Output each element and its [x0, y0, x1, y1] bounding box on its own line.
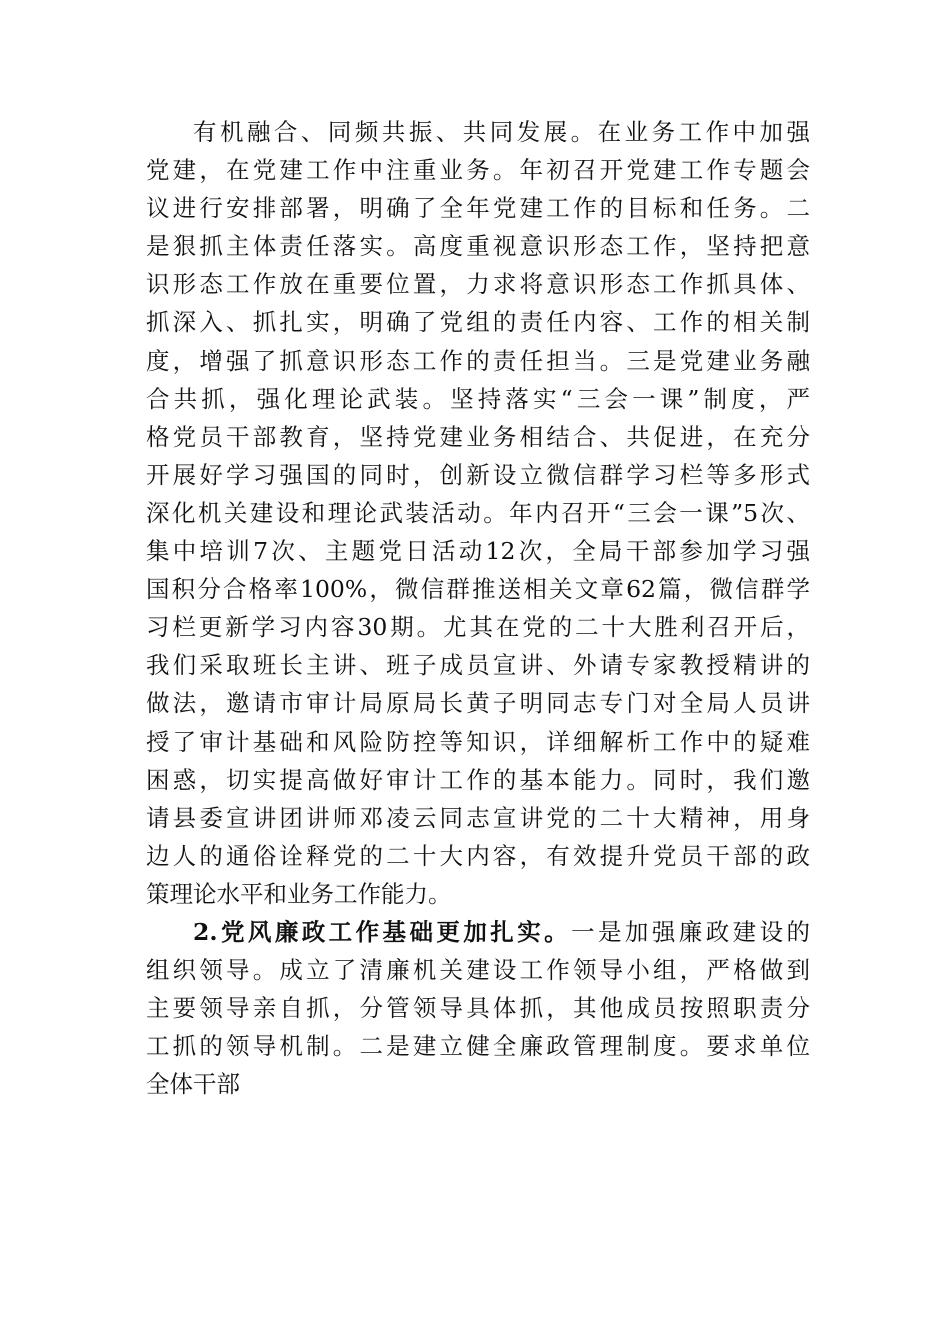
- text-line: 组织领导。成立了清廉机关建设工作领导小组，严格做到: [146, 956, 810, 985]
- text-line: 度，增强了抓意识形态工作的责任担当。三是党建业务融: [146, 346, 810, 375]
- text-line: 开展好学习强国的同时，创新设立微信群学习栏等多形式: [146, 460, 810, 489]
- text-line: 是狠抓主体责任落实。高度重视意识形态工作，坚持把意: [146, 232, 810, 261]
- text-line: 合共抓，强化理论武装。坚持落实“三会一课”制度，严: [146, 384, 810, 413]
- text-line: 有机融合、同频共振、共同发展。在业务工作中加强: [193, 118, 810, 146]
- text-line: 抓深入、抓扎实，明确了党组的责任内容、工作的相关制: [146, 308, 810, 337]
- text-line: 工抓的领导机制。二是建立健全廉政管理制度。要求单位: [146, 1032, 810, 1061]
- text-line: 边人的通俗诠释党的二十大内容，有效提升党员干部的政: [146, 841, 810, 870]
- text-line: 策理论水平和业务工作能力。: [146, 879, 452, 908]
- text-line: 全体干部: [146, 1070, 240, 1099]
- text-line: 习栏更新学习内容30期。尤其在党的二十大胜利召开后，: [146, 613, 810, 642]
- text-line: 授了审计基础和风险防控等知识，详细解析工作中的疑难: [146, 727, 810, 756]
- text-line: 深化机关建设和理论武装活动。年内召开“三会一课”5次、: [146, 498, 810, 527]
- section-heading: 2.党风廉政工作基础更加扎实。: [193, 917, 572, 946]
- text-line: 我们采取班长主讲、班子成员宣讲、外请专家教授精讲的: [146, 651, 810, 680]
- text-line: 做法，邀请市审计局原局长黄子明同志专门对全局人员讲: [146, 689, 810, 718]
- text-line: 集中培训7次、主题党日活动12次，全局干部参加学习强: [146, 537, 810, 566]
- text-line: 请县委宣讲团讲师邓凌云同志宣讲党的二十大精神，用身: [146, 803, 810, 832]
- text-line: 困惑，切实提高做好审计工作的基本能力。同时，我们邀: [146, 765, 810, 794]
- text-line: 识形态工作放在重要位置，力求将意识形态工作抓具体、: [146, 270, 810, 299]
- text-line: [146, 913, 810, 951]
- text-line: 主要领导亲自抓，分管领导具体抓，其他成员按照职责分: [146, 994, 810, 1023]
- text-line: 格党员干部教育，坚持党建业务相结合、共促进，在充分: [146, 422, 810, 451]
- paragraph-2: [146, 913, 810, 1103]
- paragraph-1: [146, 113, 810, 913]
- body-text: [146, 113, 810, 1103]
- text-run: 一是加强廉政建设的: [571, 917, 810, 946]
- text-line: 议进行安排部署，明确了全年党建工作的目标和任务。二: [146, 194, 810, 223]
- text-line: 国积分合格率100%，微信群推送相关文章62篇，微信群学: [146, 575, 810, 604]
- text-line: 党建，在党建工作中注重业务。年初召开党建工作专题会: [146, 156, 810, 185]
